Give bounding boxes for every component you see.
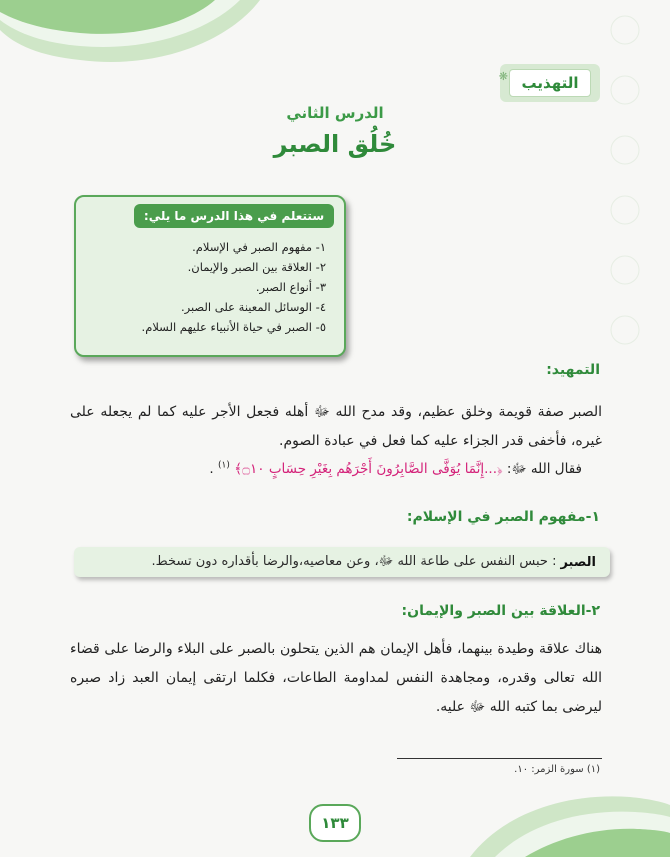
- footnote-reference: (١): [218, 460, 230, 471]
- definition-term: الصبر: [560, 554, 596, 570]
- objectives-box: [74, 195, 346, 357]
- objective-item: ٤- الوسائل المعينة على الصبر.: [180, 300, 326, 314]
- objective-item: ٣- أنواع الصبر.: [255, 280, 326, 294]
- objective-item: ٥- الصبر في حياة الأنبياء عليهم السلام.: [141, 320, 326, 334]
- relation-paragraph: هناك علاقة وطيدة بينهما، فأهل الإيمان هم الذين يتحلون بالصبر على البلاء والرضا على قضاء الله تعالى وقدره، ومجاهدة النفس لمداومة الطاعات، فكلما ارتقى إيمان العبد زاد صبره ليرضى بما كتبه الله ﷻ عليه.: [70, 641, 602, 715]
- ornament-icon: ❋: [498, 70, 508, 83]
- objectives-list: [84, 237, 326, 337]
- lesson-label: الدرس الثاني: [286, 104, 384, 122]
- relation-heading: ٢-العلاقة بين الصبر والإيمان:: [401, 603, 600, 619]
- quote-line: [209, 460, 582, 480]
- concept-heading: ١-مفهوم الصبر في الإسلام:: [406, 509, 600, 525]
- objective-item: ٢- العلاقة بين الصبر والإيمان.: [187, 260, 326, 274]
- lesson-title: خُلُق الصبر: [273, 130, 397, 158]
- intro-heading: التمهيد:: [546, 362, 600, 378]
- quote-prefix: فقال الله ﷻ:: [506, 461, 582, 477]
- intro-paragraph: الصبر صفة قويمة وخلق عظيم، وقد مدح الله ﷻ أهله فجعل الأجر عليه كما لم يجعله على غيره، فأخفى قدر الجزاء عليه كما فعل في عبادة الصوم.: [70, 404, 602, 449]
- side-pattern-icon: [580, 0, 670, 360]
- subject-tag: [500, 64, 600, 102]
- definition-text: : حبس النفس على طاعة الله ﷻ، وعن معاصيه،والرضا بأقداره دون تسخط.: [151, 553, 557, 569]
- definition-bar: [74, 547, 610, 577]
- objective-item: ١- مفهوم الصبر في الإسلام.: [192, 240, 326, 254]
- subject-tag-label: التهذيب: [509, 69, 591, 97]
- decorative-corner-bottom-icon: [470, 777, 670, 857]
- quote-suffix: .: [209, 461, 214, 477]
- footnote-divider: [397, 758, 602, 759]
- decorative-corner-top-icon: [0, 0, 260, 80]
- footnote: (١) سورة الزمر: ١٠.: [514, 764, 600, 775]
- objectives-header: ستتعلم في هذا الدرس ما يلي:: [134, 204, 334, 228]
- quran-verse: ﴿...إِنَّمَا يُوَفَّى الصَّابِرُونَ أَجْرَهُم بِغَيْرِ حِسَابٍ ۝١٠﴾: [234, 461, 503, 477]
- page-number: ١٣٣: [309, 804, 361, 842]
